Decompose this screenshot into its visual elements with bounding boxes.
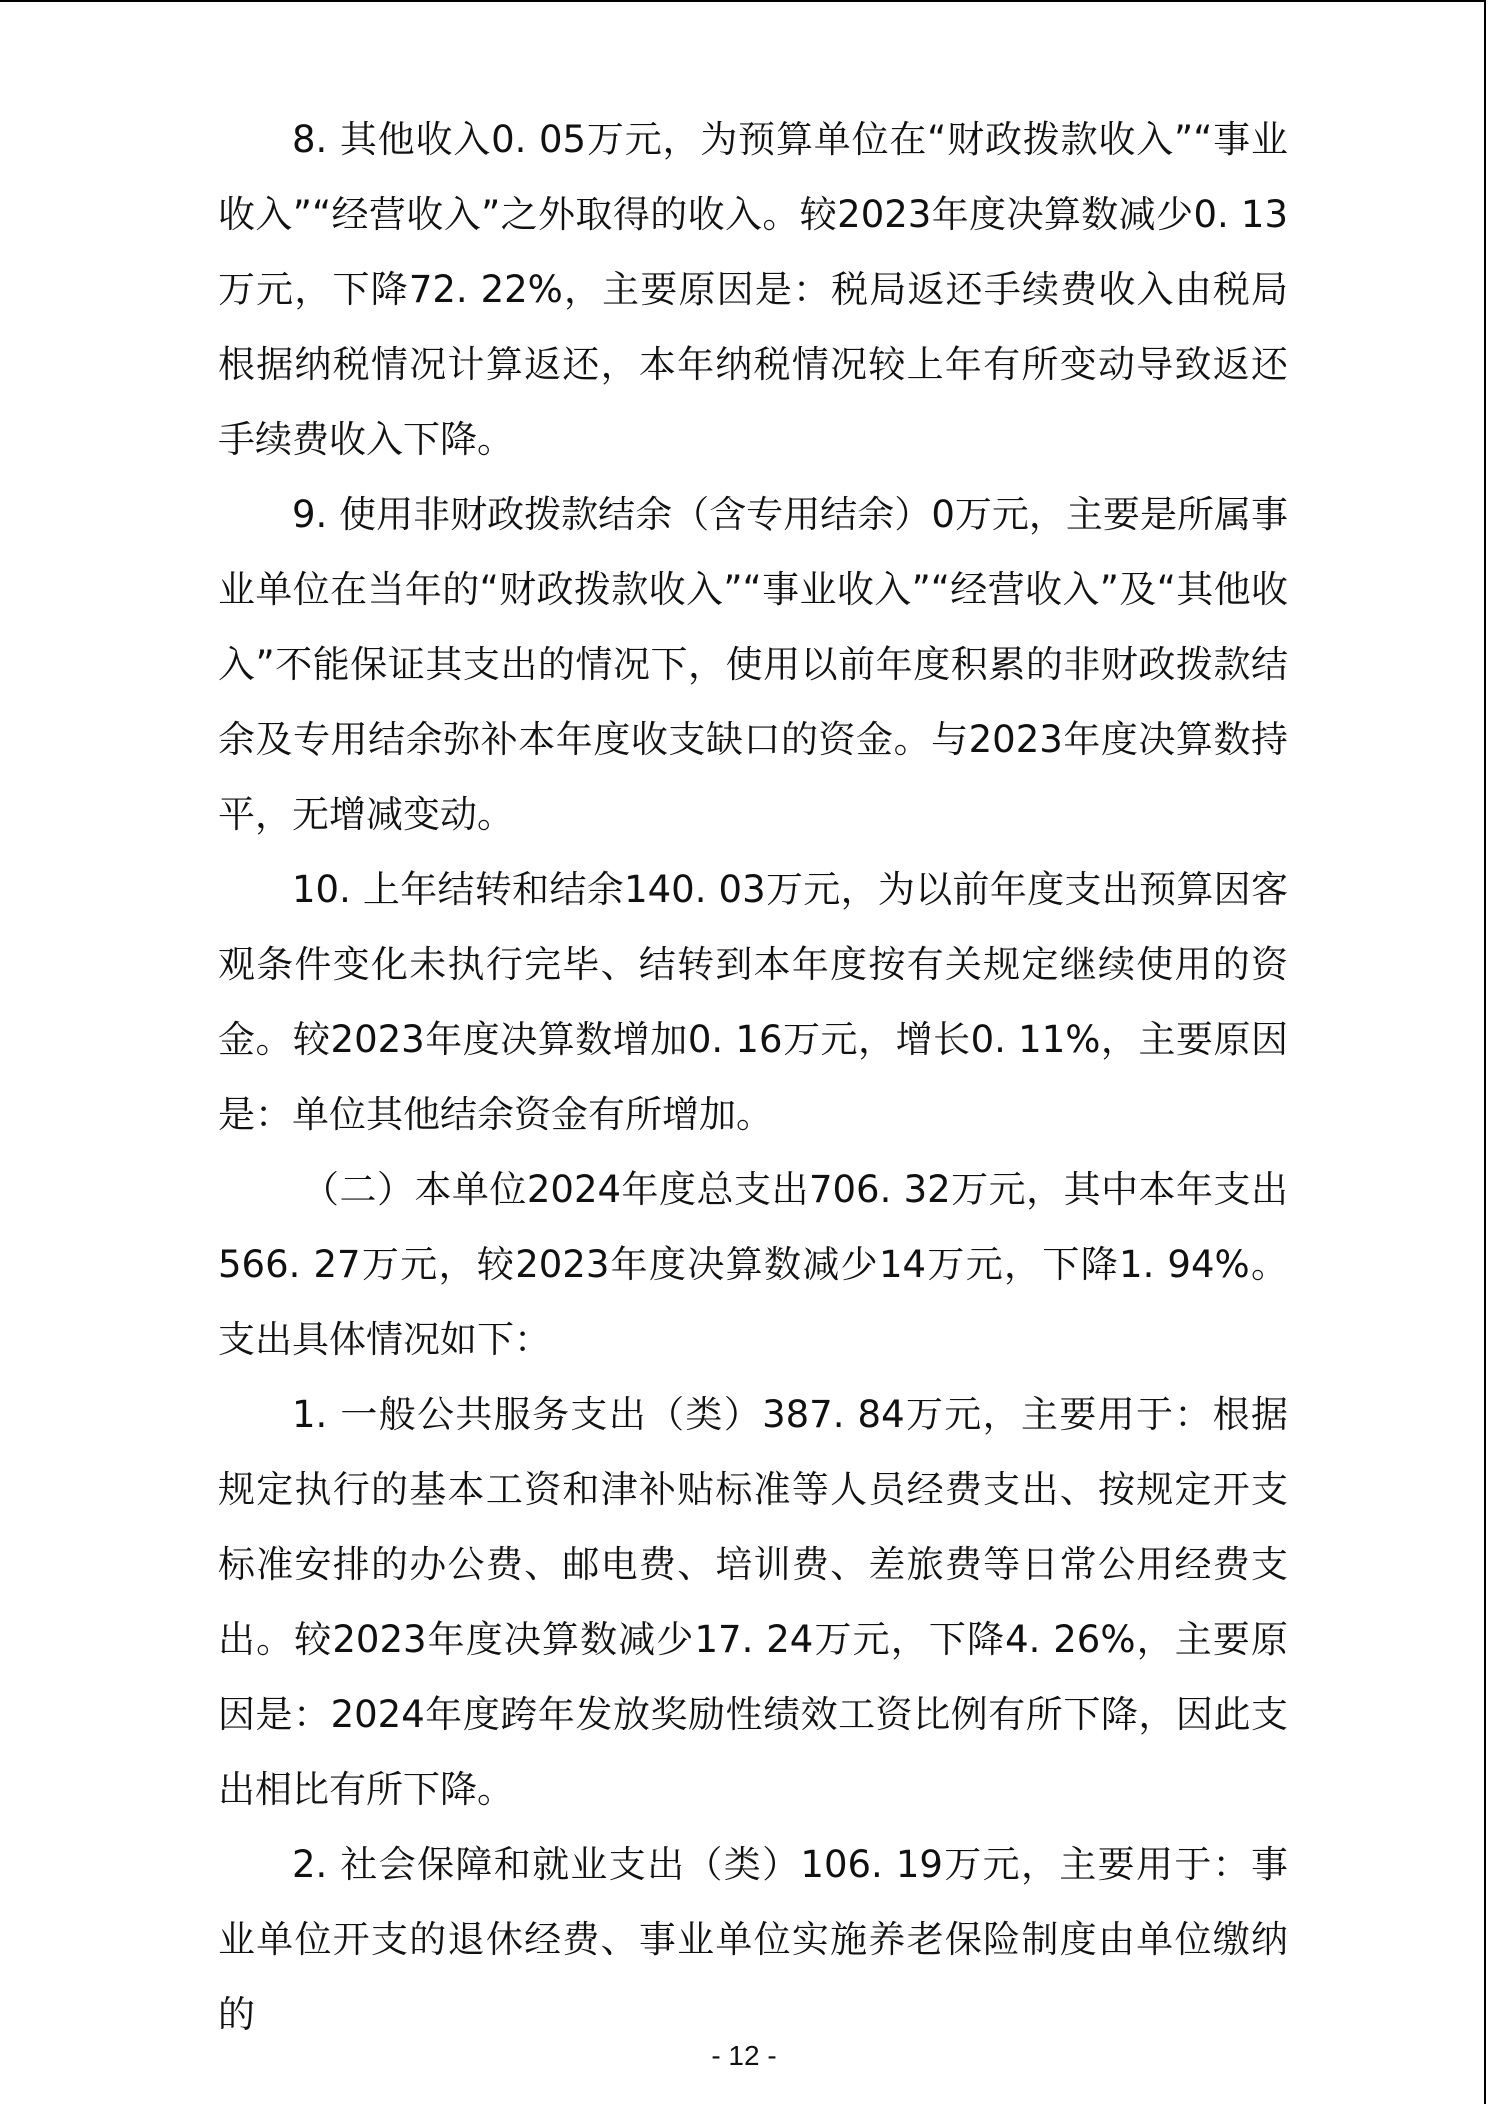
paragraph-social-security: 2. 社会保障和就业支出（类）106. 19万元，主要用于：事业单位开支的退休经费、事业单位实施养老保险制度由单位缴纳的 (218, 1843, 1288, 2036)
paragraph-general-public-services: 1. 一般公共服务支出（类）387. 84万元，主要用于：根据规定执行的基本工资和津补贴标准等人员经费支出、按规定开支标准安排的办公费、邮电费、培训费、差旅费等日常公用经费支出。较2023年度决算数减少17. 24万元，下降4. 26%，主要原因是：2024年度跨年发放奖励性绩效工资比例有所下降，因此支出相比有所下降。 (218, 1393, 1288, 1811)
document-body (218, 102, 1288, 2052)
paragraph-total-expenditure: （二）本单位2024年度总支出706. 32万元，其中本年支出566. 27万元，较2023年度决算数减少14万元，下降1. 94%。支出具体情况如下： (218, 1168, 1288, 1361)
paragraph-other-income: 8. 其他收入0. 05万元，为预算单位在“财政拨款收入”“事业收入”“经营收入”之外取得的收入。较2023年度决算数减少0. 13万元，下降72. 22%，主要原因是：税局返还手续费收入由税局根据纳税情况计算返还，本年纳税情况较上年有所变动导致返还手续费收入下降。 (218, 118, 1288, 461)
paragraph-prior-year-carryover: 10. 上年结转和结余140. 03万元，为以前年度支出预算因客观条件变化未执行完毕、结转到本年度按有关规定继续使用的资金。较2023年度决算数增加0. 16万元，增长0. 11%，主要原因是：单位其他结余资金有所增加。 (218, 868, 1288, 1136)
paragraph-non-fiscal-balance: 9. 使用非财政拨款结余（含专用结余）0万元，主要是所属事业单位在当年的“财政拨款收入”“事业收入”“经营收入”及“其他收入”不能保证其支出的情况下，使用以前年度积累的非财政拨款结余及专用结余弥补本年度收支缺口的资金。与2023年度决算数持平，无增减变动。 (218, 493, 1288, 836)
page-number: - 12 - (711, 2040, 777, 2071)
